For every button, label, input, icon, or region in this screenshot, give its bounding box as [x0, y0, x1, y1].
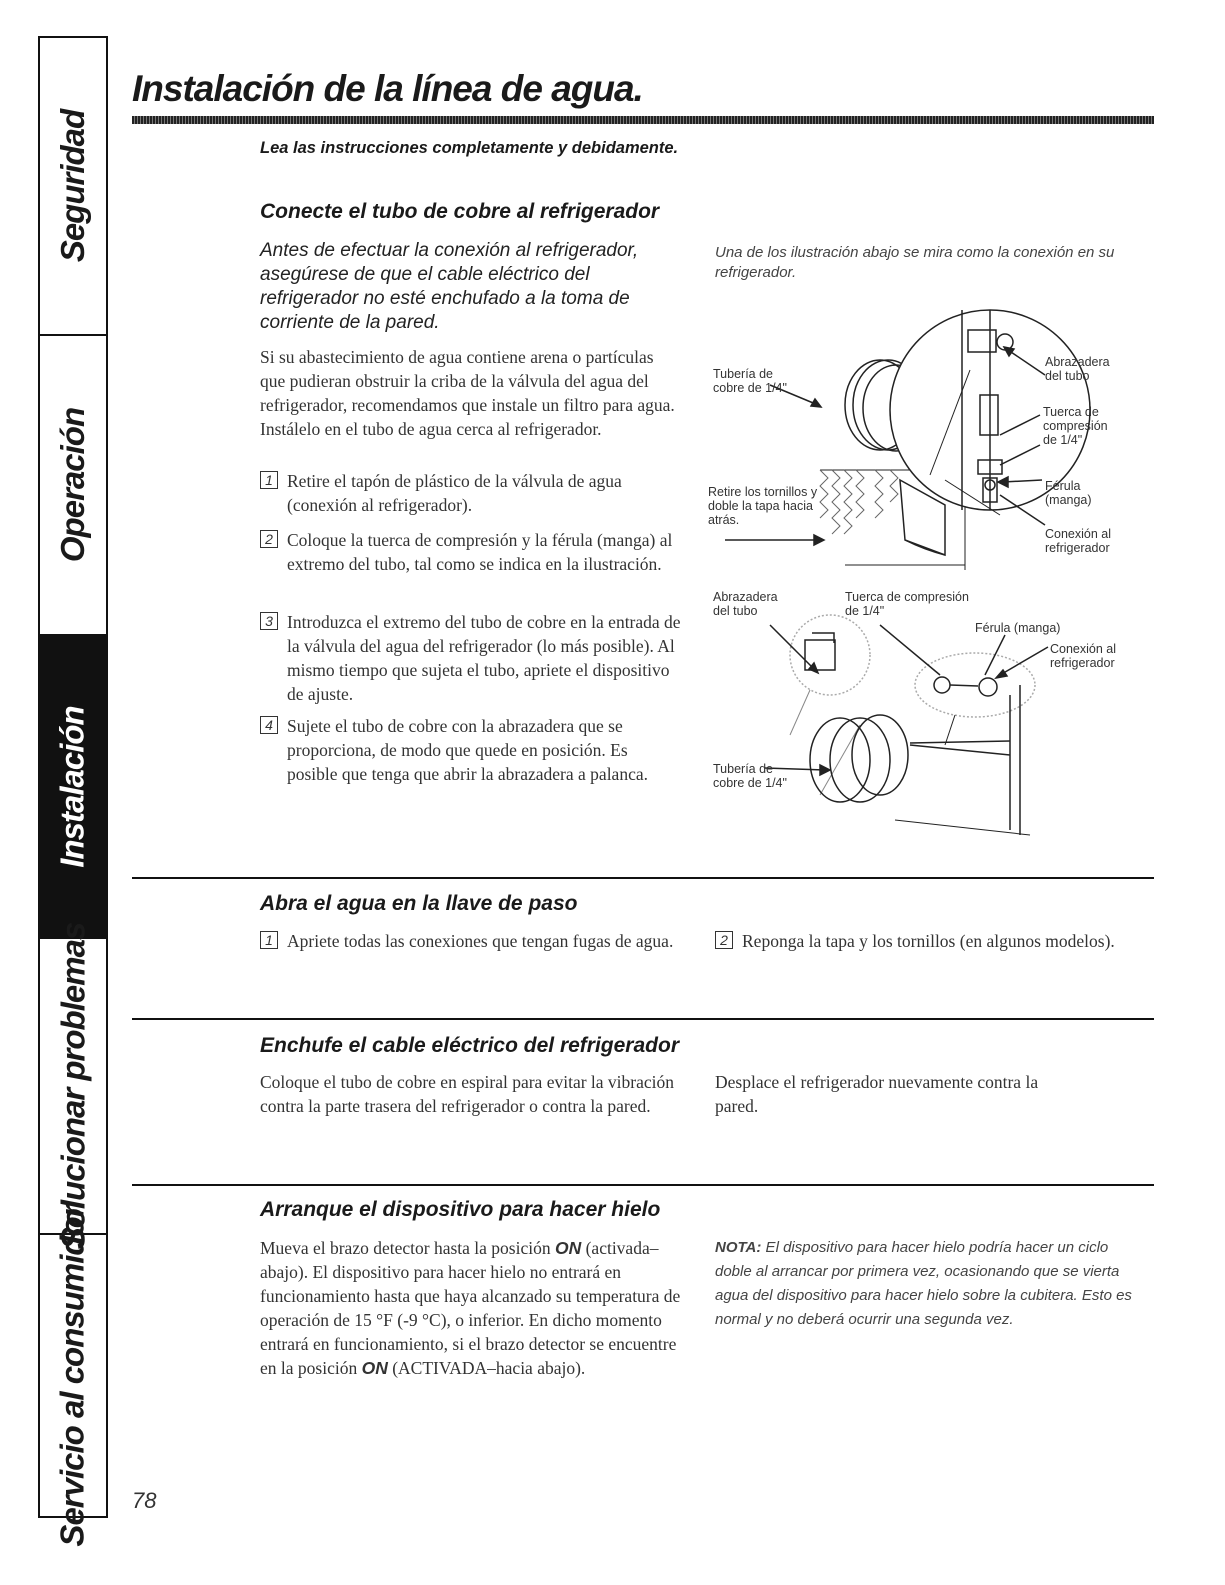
- step-3: [260, 610, 690, 706]
- on-label: ON: [361, 1358, 388, 1378]
- label-ferula: Férula (manga): [1045, 479, 1092, 507]
- intro-note: Lea las instrucciones completamente y debidamente.: [260, 139, 679, 157]
- step-1: [260, 469, 690, 517]
- page-number: 78: [132, 1488, 157, 1513]
- step-text: Coloque la tuerca de compresión y la férula (manga) al extremo del tubo, tal como se indica en la ilustración.: [287, 530, 673, 574]
- step-text: Sujete el tubo de cobre con la abrazadera que se proporciona, de modo que quede en posición. Es posible que tenga que abrir la abrazadera a palanca.: [287, 716, 648, 784]
- title-rule: [132, 116, 1154, 124]
- section-divider: [132, 877, 1154, 879]
- connection-diagram-2: [700, 595, 1160, 840]
- label-conexion: Conexión al refrigerador: [1045, 527, 1112, 555]
- label-tuerca-2: Tuerca de compresión de 1/4": [845, 590, 969, 618]
- step-text: Introduzca el extremo del tubo de cobre en la entrada de la válvula del agua del refrigerador (lo más posible). Al mismo tiempo que sujeta el tubo, apriete el dispositivo de ajuste.: [287, 612, 681, 704]
- section-heading: Arranque el dispositivo para hacer hielo: [260, 1198, 661, 1221]
- step-text: Reponga la tapa y los tornillos (en algunos modelos).: [742, 931, 1115, 951]
- label-abrazadera-2: Abrazadera del tubo: [713, 590, 778, 618]
- tab-label: Instalación: [54, 705, 92, 868]
- coil-paragraph: Coloque el tubo de cobre en espiral para evitar la vibración contra la parte trasera del refrigerador o contra la pared.: [260, 1072, 675, 1116]
- label-tuberia: Tubería de cobre de 1/4": [713, 367, 787, 395]
- tab-label: Operación: [54, 407, 91, 563]
- tab-label: Solucionar problemas: [54, 922, 91, 1250]
- step-2: [260, 528, 690, 576]
- safety-warning: Antes de efectuar la conexión al refrigerador, asegúrese de que el cable eléctrico del refrigerador no esté enchufado a la toma de corriente de la pared.: [260, 240, 639, 333]
- tab-instalacion[interactable]: [40, 636, 106, 939]
- diagram-caption: Una de los ilustración abajo se mira como la conexión en su refrigerador.: [715, 244, 1115, 281]
- section-divider: [132, 1018, 1154, 1020]
- step-number: 1: [260, 471, 278, 489]
- label-conexion-2: Conexión al refrigerador: [1050, 642, 1117, 670]
- tab-label: Seguridad: [54, 109, 92, 263]
- on-label: ON: [554, 1238, 582, 1258]
- label-tuberia-2: Tubería de cobre de 1/4": [713, 762, 787, 790]
- filter-paragraph: Si su abastecimiento de agua contiene arena o partículas que pudieran obstruir la criba de la válvula del agua del refrigerador, recomendamos que instale un filtro para agua. Instálelo en el tubo de agua cerca al refrigerador.: [260, 347, 675, 439]
- step-number: 2: [715, 931, 733, 949]
- step-1: [260, 929, 690, 953]
- label-tuerca: Tuerca de compresión de 1/4": [1043, 405, 1108, 447]
- text-run: (ACTIVADA–hacia abajo).: [387, 1358, 586, 1378]
- step-number: 4: [260, 716, 278, 734]
- move-paragraph: Desplace el refrigerador nuevamente contra la pared.: [715, 1072, 1039, 1116]
- step-text: Apriete todas las conexiones que tengan fugas de agua.: [287, 931, 674, 951]
- step-text: Retire el tapón de plástico de la válvula de agua (conexión al refrigerador).: [287, 471, 622, 515]
- section-heading: Enchufe el cable eléctrico del refrigerador: [260, 1034, 679, 1057]
- label-ferula-2: Férula (manga): [975, 621, 1061, 635]
- tab-label: Servicio al consumidor: [54, 1204, 91, 1547]
- text-run: (activada–abajo). El dispositivo para hacer hielo no entrará en funcionamiento hasta que haya alcanzado su temperatura de operación de 15 °F (-9 °C), o inferior. En dicho momento entrará en funcionamiento, si el brazo detector se encuentre en la posición: [260, 1238, 681, 1378]
- nota-text: El dispositivo para hacer hielo podría hacer un ciclo doble al arrancar por primera vez, ocasionando que se vierta agua del dispositivo para hacer hielo sobre la cubitera. Esto es normal y no deberá ocurrir una segunda vez.: [715, 1239, 1132, 1328]
- step-number: 1: [260, 931, 278, 949]
- icemaker-paragraph: [260, 1236, 690, 1380]
- step-2: [715, 929, 1115, 953]
- text-run: Mueva el brazo detector hasta la posición: [260, 1238, 555, 1258]
- label-abrazadera: Abrazadera del tubo: [1045, 355, 1110, 383]
- section-heading: Abra el agua en la llave de paso: [260, 892, 578, 915]
- section-tabs: [38, 36, 108, 1547]
- page-title: Instalación de la línea de agua.: [132, 68, 643, 109]
- nota: [715, 1236, 1145, 1332]
- tab-servicio-consumidor[interactable]: [40, 1204, 106, 1547]
- nota-label: NOTA:: [715, 1239, 762, 1256]
- tab-solucionar-problemas[interactable]: [40, 922, 106, 1250]
- tab-seguridad[interactable]: [40, 38, 106, 336]
- step-4: [260, 714, 670, 786]
- label-retire: Retire los tornillos y doble la tapa hacia atrás.: [708, 485, 818, 527]
- section-heading: Conecte el tubo de cobre al refrigerador: [260, 200, 660, 223]
- step-number: 3: [260, 612, 278, 630]
- step-number: 2: [260, 530, 278, 548]
- tab-operacion[interactable]: [40, 336, 106, 636]
- section-divider: [132, 1184, 1154, 1186]
